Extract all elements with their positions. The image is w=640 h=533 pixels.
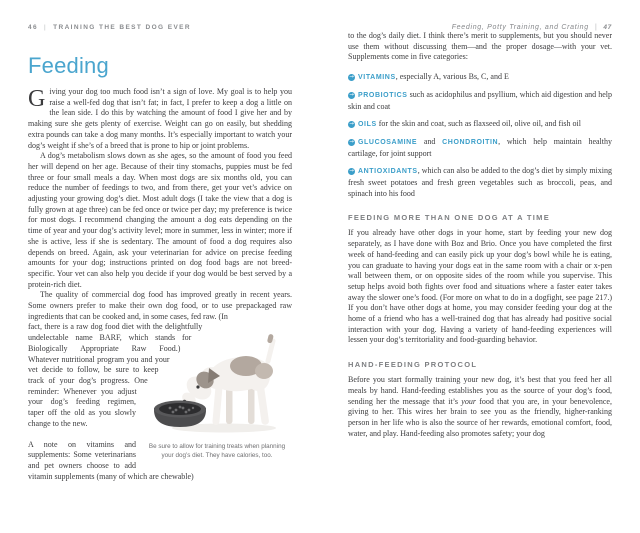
left-running-head-title: TRAINING THE BEST DOG EVER <box>53 24 192 31</box>
paragraph-1 <box>28 87 292 151</box>
bullet-lead-2: CHONDROITIN <box>442 139 499 147</box>
right-page-number: 47 <box>603 24 612 31</box>
paragraph-3-part1: The quality of commercial dog food has improved greatly in recent years. Some owners prefer to make their own dog food, or to use prepackaged raw ingredients that can be cooked and, in some cases, fed raw. (In <box>28 290 292 321</box>
arrow-bullet-icon: → <box>349 139 354 146</box>
right-running-head-title: Feeding, Potty Training, and Crating <box>451 24 589 31</box>
list-item-probiotics <box>348 90 612 112</box>
section-heading-hand-feeding-protocol: HAND-FEEDING PROTOCOL <box>348 360 478 370</box>
supplement-list <box>348 72 612 199</box>
section-2-text-pre: Before you start formally training your new dog, it’s best that you feed her all meals by hand. Hand-feeding establishes you as the source of your dog’s food, sending her the message that it’s <box>348 375 612 406</box>
bullet-text: such as acidophilus and psyllium, which aid digestion and help skin and coat <box>348 90 612 112</box>
bullet-text: , which can also be added to the dog’s diet by simply mixing fresh sweet potatoes and fresh green vegetables such as broccoli, peas, and spinach into his food <box>348 166 612 198</box>
list-item-oils <box>348 119 612 131</box>
paragraph-2: A dog’s metabolism slows down as she ages, so the amount of food you feed her will depend on her age. Because of their tiny stomachs, puppies must be fed three or four small meals a day. When most dogs are six months old, you can reduce the number of feedings to two, and from there, get your vet’s advice on adjusting your growing dog’s diet. Most adult dogs (I take the view that a dog is fully grown at age three) can be fed once or twice per day; my preference is twice for most dogs. I recommend changing the amount a dog eats depending on the time of year and your dog’s activity level; more in summer, less in winter; more if she is active, less if she is sedentary. The amount of food a dog requires also depends on breed. Again, ask your veterinarian for advice on precise feeding amounts for your dog; instructions printed on dog food bags are not breed-specific. Your vet can also help you decide if your dog would be best served by a protein-rich diet. <box>28 151 292 289</box>
intro-paragraph: to the dog’s daily diet. I think there’s merit to supplements, but you should never use them without discussing them—and the proper dosage—with your vet. Supplements come in five categories: <box>348 31 612 62</box>
arrow-bullet-icon: → <box>349 121 354 128</box>
arrow-bullet-icon: → <box>349 92 354 99</box>
arrow-bullet-icon: → <box>349 168 354 175</box>
bullet-lead: PROBIOTICS <box>358 92 408 100</box>
paragraph-3-part2: fact, there is a raw dog food diet with the delightfully undelectable name BARF, which stands for Biologically Appropriate Raw Food.) Whatever nutritional program you and your vet decide to follow, be sure to keep track of your dog’s progress. One reminder: Whenever you adjust your dog’s feeding regimen, taper off the old as you slowly change to the new. <box>28 322 203 428</box>
arrow-bullet-icon: → <box>349 74 354 81</box>
section-2-text-post: food that you are, in your benevolence, giving to her. This wires her brain to see you as the friendly, higher-ranking person in her life who is also the source of her rewards, emotional comfort, food, water, and play. Hand-feeding also promotes safety; your dog <box>348 396 612 438</box>
bullet-text: , which help maintain healthy cartilage, for joint support <box>348 137 612 159</box>
paragraph-1-text: iving your dog too much food isn’t a sign of love. My goal is to help you raise a well-fed dog that isn’t fat; in fact, I prefer to keep a dog a little on the lean side. I do this by watching the amount of food I give her and by making sure she gets plenty of exercise. Weight can go on easily, but shedding extra pounds can take a dog many months. It’s especially important to watch your dog’s weight if she’s of a breed that is prone to hip or joint problems. <box>28 87 292 150</box>
list-item-antioxidants <box>348 166 612 199</box>
left-page-number: 46 <box>28 24 39 31</box>
bullet-text: for the skin and coat, such as flaxseed oil, olive oil, and fish oil <box>376 119 581 129</box>
bullet-lead: GLUCOSAMINE <box>358 139 418 147</box>
bullet-text: , especially A, various Bs, C, and E <box>395 72 509 82</box>
paragraph-4: A note on vitamins and supplements: Some veterinarians and pet owners choose to add vitamin supplements (many of which are chewable) <box>28 439 194 481</box>
running-head-separator: | <box>594 24 598 31</box>
list-item-vitamins <box>348 72 612 84</box>
bullet-lead: ANTIOXIDANTS <box>358 168 418 176</box>
left-running-head <box>28 24 292 31</box>
right-page <box>320 0 640 533</box>
section-2-italic-word: your <box>461 396 476 406</box>
running-head-separator: | <box>44 24 48 31</box>
right-running-head <box>348 24 612 31</box>
chapter-title: Feeding <box>28 53 109 78</box>
bullet-lead: VITAMINS <box>358 74 396 82</box>
figure-caption: Be sure to allow for training treats when planning your dog’s diet. They have calories, too. <box>148 443 286 460</box>
bullet-mid: and <box>417 137 443 147</box>
section-2-body <box>348 375 612 439</box>
section-heading-feeding-more-than-one-dog: FEEDING MORE THAN ONE DOG AT A TIME <box>348 213 551 223</box>
drop-cap: G <box>28 86 46 112</box>
list-item-glucosamine <box>348 137 612 159</box>
bullet-lead: OILS <box>358 121 377 129</box>
section-1-body: If you already have other dogs in your home, start by feeding your new dog separately, as I have done with Boz and Brio. Once you have completed the first week of hand-feeding and can easily pick up your dog’s bowl while he is eating, you can graduate to having your dogs eat in the same room with a chair or x-pen wall between them, or on opposite sides of the room while you supervise. This setup helps avoid both fights over food and situations where a faster eater takes away the slower one’s food. (For more on what to do in a dogfight, see page 217.) If you don’t have other dogs at home, you may consider feeding your dog at the home of a friend who has a well-trained dog that has already had positive social interaction with your dog. Having a variety of hand-feeding experiences will lessen your dog’s territoriality and food-guarding behavior. <box>348 228 612 345</box>
